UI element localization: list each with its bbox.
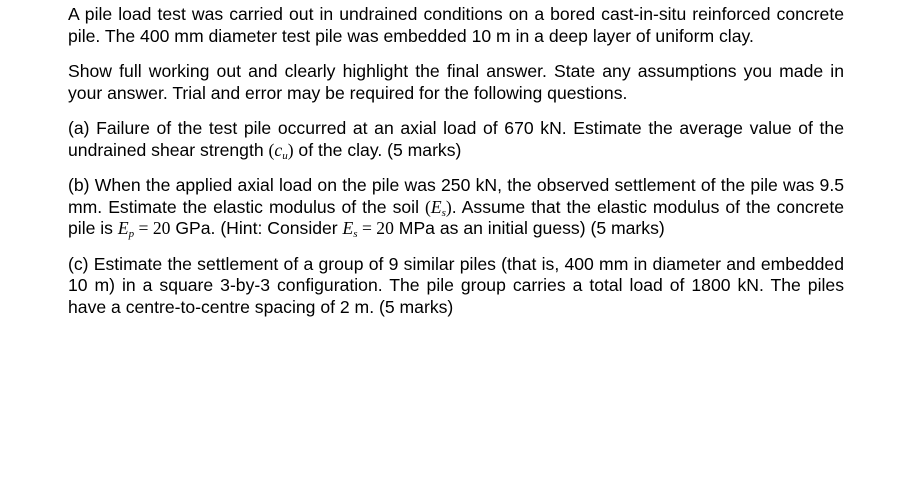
cu-close-paren: ) [287, 139, 294, 160]
part-b-paragraph [68, 175, 844, 240]
instructions-paragraph: Show full working out and clearly highlight the final answer. State any assumptions you made in your answer. Trial and error may be required for the following questions. [68, 61, 844, 103]
cu-subscript: u [282, 149, 288, 162]
es-close-paren: ) [445, 196, 452, 217]
es-subscript: s [441, 206, 446, 219]
part-a-text-1: (a) Failure of the test pile occurred at an axial load of 670 kN. Estimate the average value of the undrained shear strength [68, 118, 844, 160]
ep-subscript: p [128, 228, 135, 240]
es-guess-equation: = 20 [357, 218, 394, 238]
part-b-text-4: MPa as an initial guess) (5 marks) [393, 218, 665, 238]
part-b-text-2: . Assume that the elastic modulus of the concrete pile is [68, 196, 844, 238]
part-a-text-2: of the clay. (5 marks) [293, 139, 462, 160]
cu-open-paren: ( [268, 139, 275, 160]
part-a-paragraph [68, 118, 844, 161]
ep-equation: = 20 [134, 218, 171, 238]
es-open-paren: ( [425, 196, 431, 217]
part-c-paragraph: (c) Estimate the settlement of a group of 9 similar piles (that is, 400 mm in diameter and embedded 10 m) in a square 3-by-3 configuration. The pile group carries a total load of 1800 kN. The piles have a centre-to-centre spacing of 2 m. (5 marks) [68, 253, 844, 317]
part-b-text-1: (b) When the applied axial load on the pile was 250 kN, the observed settlement of the pile was 9.5 mm. Estimate the elastic modulus of the soil [68, 175, 844, 217]
part-b-text-3: GPa. (Hint: Consider [170, 218, 343, 238]
es-guess-symbol: E [342, 218, 354, 238]
es-symbol: E [430, 196, 442, 217]
ep-symbol: E [117, 218, 129, 238]
intro-paragraph: A pile load test was carried out in undrained conditions on a bored cast-in-situ reinforced concrete pile. The 400 mm diameter test pile was embedded 10 m in a deep layer of uniform clay. [68, 4, 844, 46]
es-guess-subscript: s [353, 228, 358, 240]
question-document [68, 4, 844, 332]
cu-symbol: c [274, 139, 283, 160]
